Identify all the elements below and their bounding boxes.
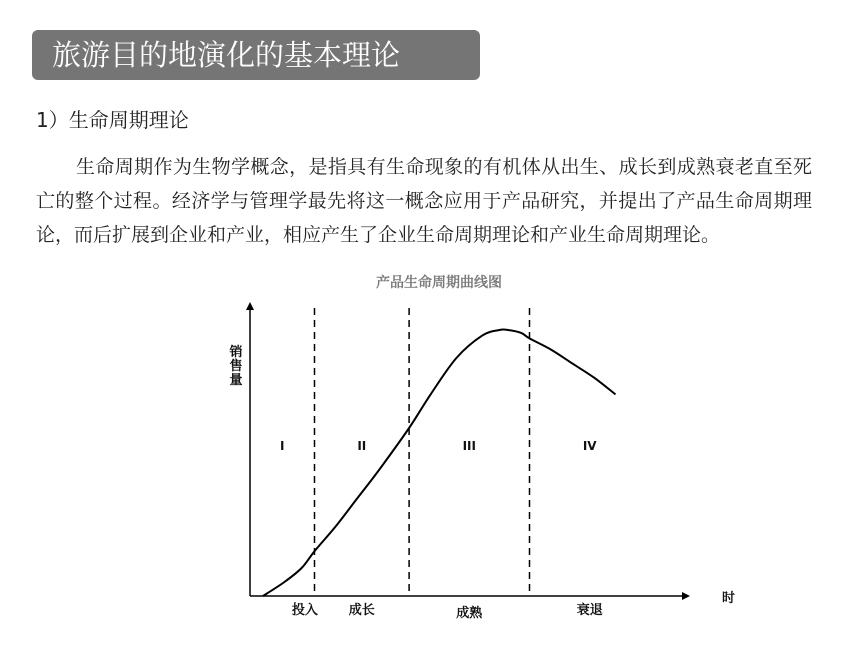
stage-numeral-1: I — [280, 439, 285, 453]
stage-name-4: 衰退 — [576, 603, 603, 618]
chart-title: 产品生命周期曲线图 — [376, 275, 502, 291]
lifecycle-chart — [210, 296, 750, 626]
body-paragraph: 生命周期作为生物学概念，是指具有生命现象的有机体从出生、成长到成熟衰老直至死亡的整个过程。经济学与管理学最先将这一概念应用于产品研究，并提出了产品生命周期理论，而后扩展到企业和产业，相应产生了企业生命周期理论和产业生命周期理论。 — [36, 156, 812, 246]
stage-name-1: 投入 — [291, 603, 318, 618]
y-axis-label: 销售量 — [229, 345, 243, 388]
section-heading: 1）生命周期理论 — [36, 108, 189, 132]
stage-numeral-4: IV — [582, 439, 597, 453]
stage-name-2: 成长 — [348, 603, 375, 618]
slide-title: 旅游目的地演化的基本理论 — [32, 30, 480, 80]
sales-curve — [263, 329, 616, 596]
stage-numeral-2: II — [357, 439, 367, 453]
stage-name-3: 成熟 — [456, 606, 483, 621]
x-axis-label: 时 — [722, 591, 736, 606]
stage-numeral-3: III — [462, 439, 477, 453]
